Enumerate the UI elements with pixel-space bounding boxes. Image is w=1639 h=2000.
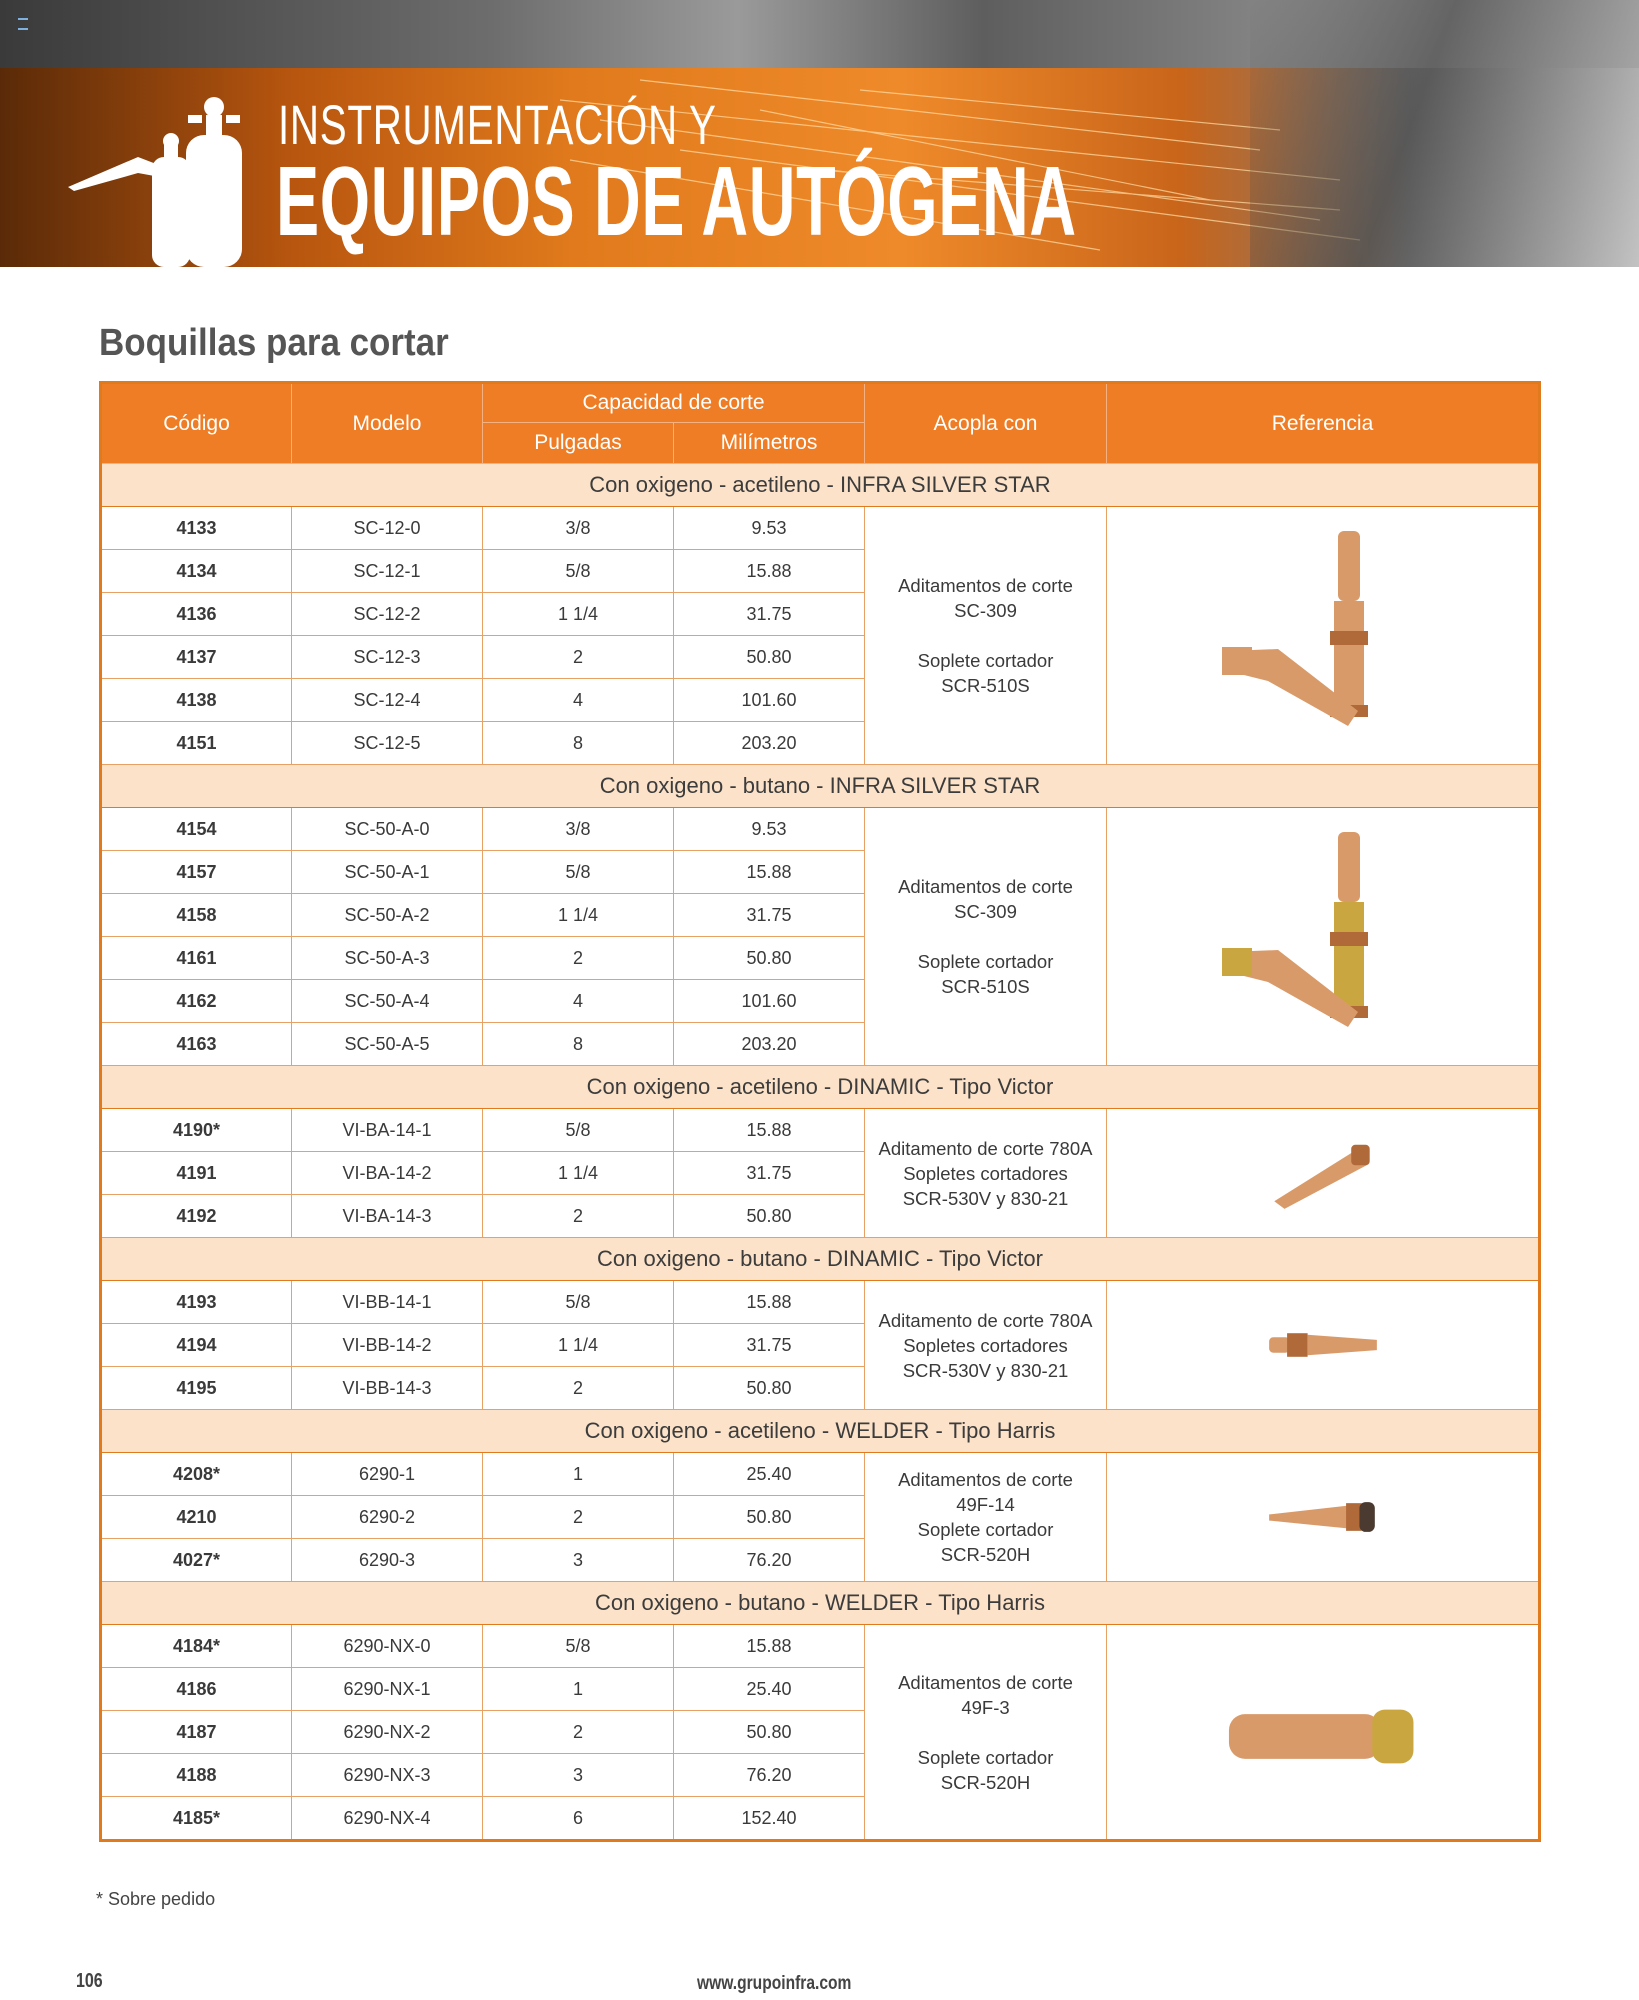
cell-codigo: 4157 bbox=[101, 851, 292, 894]
cell-modelo: 6290-2 bbox=[292, 1496, 483, 1539]
cell-pulgadas: 1 bbox=[483, 1668, 674, 1711]
cell-acopla-con bbox=[865, 1109, 1107, 1238]
cell-modelo: SC-12-3 bbox=[292, 636, 483, 679]
table-body bbox=[101, 464, 1540, 1841]
cell-pulgadas: 4 bbox=[483, 980, 674, 1023]
cell-codigo: 4186 bbox=[101, 1668, 292, 1711]
acopla-line: Soplete cortador bbox=[917, 951, 1054, 972]
acopla-line: Soplete cortador bbox=[917, 650, 1054, 671]
nozzle-table-wrapper bbox=[99, 381, 1538, 1842]
header-referencia: Referencia bbox=[1107, 383, 1540, 464]
acopla-line: Aditamentos de corte bbox=[898, 1469, 1073, 1490]
cell-milimetros: 31.75 bbox=[674, 894, 865, 937]
cell-codigo: 4208* bbox=[101, 1453, 292, 1496]
cell-pulgadas: 3 bbox=[483, 1754, 674, 1797]
acopla-line: SCR-510S bbox=[941, 675, 1030, 696]
cell-modelo: VI-BA-14-2 bbox=[292, 1152, 483, 1195]
cell-codigo: 4184* bbox=[101, 1625, 292, 1668]
group-title: Con oxigeno - butano - WELDER - Tipo Harris bbox=[101, 1582, 1540, 1625]
cell-milimetros: 50.80 bbox=[674, 1195, 865, 1238]
cutting-nozzle-icon bbox=[1208, 822, 1438, 1052]
cell-codigo: 4161 bbox=[101, 937, 292, 980]
cell-codigo: 4193 bbox=[101, 1281, 292, 1324]
group-header-row bbox=[101, 1066, 1540, 1109]
header-pulgadas: Pulgadas bbox=[483, 423, 674, 464]
cell-pulgadas: 1 bbox=[483, 1453, 674, 1496]
cell-modelo: SC-12-4 bbox=[292, 679, 483, 722]
nozzle-table bbox=[99, 381, 1541, 1842]
cell-codigo: 4133 bbox=[101, 507, 292, 550]
cell-milimetros: 25.40 bbox=[674, 1668, 865, 1711]
cell-codigo: 4188 bbox=[101, 1754, 292, 1797]
acopla-line: 49F-3 bbox=[961, 1696, 1010, 1718]
cell-pulgadas: 3 bbox=[483, 1539, 674, 1582]
acopla-line bbox=[865, 623, 1106, 648]
table-header-row bbox=[101, 383, 1540, 423]
cell-pulgadas: 5/8 bbox=[483, 550, 674, 593]
cell-modelo: SC-50-A-5 bbox=[292, 1023, 483, 1066]
cell-milimetros: 15.88 bbox=[674, 851, 865, 894]
group-header-row bbox=[101, 464, 1540, 507]
cutting-nozzle-icon bbox=[1208, 521, 1438, 751]
cell-milimetros: 31.75 bbox=[674, 593, 865, 636]
acopla-line: Soplete cortador bbox=[917, 1519, 1054, 1540]
cell-modelo: SC-12-1 bbox=[292, 550, 483, 593]
cell-modelo: 6290-3 bbox=[292, 1539, 483, 1582]
cell-pulgadas: 2 bbox=[483, 1496, 674, 1539]
acopla-line: Sopletes cortadores bbox=[903, 1162, 1068, 1184]
cell-milimetros: 50.80 bbox=[674, 937, 865, 980]
cell-modelo: SC-50-A-4 bbox=[292, 980, 483, 1023]
header-milimetros: Milímetros bbox=[674, 423, 865, 464]
cell-modelo: 6290-NX-4 bbox=[292, 1797, 483, 1841]
table-row bbox=[101, 1625, 1540, 1668]
cell-pulgadas: 1 1/4 bbox=[483, 593, 674, 636]
cell-milimetros: 101.60 bbox=[674, 980, 865, 1023]
cell-modelo: 6290-NX-3 bbox=[292, 1754, 483, 1797]
cell-milimetros: 50.80 bbox=[674, 1711, 865, 1754]
group-title: Con oxigeno - acetileno - INFRA SILVER STAR bbox=[101, 464, 1540, 507]
cell-milimetros: 76.20 bbox=[674, 1539, 865, 1582]
cell-codigo: 4027* bbox=[101, 1539, 292, 1582]
cell-codigo: 4192 bbox=[101, 1195, 292, 1238]
cell-modelo: VI-BB-14-1 bbox=[292, 1281, 483, 1324]
acopla-line: Sopletes cortadores bbox=[903, 1334, 1068, 1356]
menu-icon[interactable] bbox=[18, 18, 28, 30]
cell-pulgadas: 8 bbox=[483, 1023, 674, 1066]
cell-milimetros: 203.20 bbox=[674, 722, 865, 765]
cell-modelo: VI-BB-14-3 bbox=[292, 1367, 483, 1410]
acopla-line bbox=[865, 1720, 1106, 1745]
cell-pulgadas: 2 bbox=[483, 1711, 674, 1754]
cell-pulgadas: 4 bbox=[483, 679, 674, 722]
cell-modelo: SC-50-A-0 bbox=[292, 808, 483, 851]
cell-codigo: 4154 bbox=[101, 808, 292, 851]
cell-codigo: 4137 bbox=[101, 636, 292, 679]
cell-modelo: SC-50-A-3 bbox=[292, 937, 483, 980]
cell-codigo: 4195 bbox=[101, 1367, 292, 1410]
cell-referencia bbox=[1107, 1453, 1540, 1582]
cell-milimetros: 50.80 bbox=[674, 1367, 865, 1410]
cell-modelo: VI-BB-14-2 bbox=[292, 1324, 483, 1367]
cell-pulgadas: 5/8 bbox=[483, 1109, 674, 1152]
cell-modelo: 6290-1 bbox=[292, 1453, 483, 1496]
header-modelo: Modelo bbox=[292, 383, 483, 464]
banner-metal-shade bbox=[1250, 0, 1639, 267]
acopla-line: Aditamentos de corte bbox=[898, 1671, 1073, 1693]
cell-codigo: 4151 bbox=[101, 722, 292, 765]
cell-codigo: 4194 bbox=[101, 1324, 292, 1367]
cell-milimetros: 50.80 bbox=[674, 1496, 865, 1539]
banner-title: EQUIPOS DE AUTÓGENA bbox=[276, 146, 1077, 256]
cell-pulgadas: 5/8 bbox=[483, 851, 674, 894]
acopla-line: Soplete cortador bbox=[917, 1746, 1054, 1768]
cell-milimetros: 203.20 bbox=[674, 1023, 865, 1066]
cell-codigo: 4138 bbox=[101, 679, 292, 722]
group-title: Con oxigeno - acetileno - DINAMIC - Tipo Victor bbox=[101, 1066, 1540, 1109]
cell-modelo: SC-12-0 bbox=[292, 507, 483, 550]
cell-modelo: SC-50-A-2 bbox=[292, 894, 483, 937]
cell-milimetros: 76.20 bbox=[674, 1754, 865, 1797]
acopla-line: Aditamentos de corte bbox=[898, 876, 1073, 897]
cell-pulgadas: 1 1/4 bbox=[483, 894, 674, 937]
group-header-row bbox=[101, 765, 1540, 808]
cell-milimetros: 9.53 bbox=[674, 507, 865, 550]
acopla-line bbox=[865, 924, 1106, 949]
cell-milimetros: 15.88 bbox=[674, 1109, 865, 1152]
cutting-nozzle-icon bbox=[1208, 1286, 1438, 1404]
cutting-nozzle-icon bbox=[1208, 1114, 1438, 1232]
cell-milimetros: 15.88 bbox=[674, 1625, 865, 1668]
cell-acopla-con bbox=[865, 1281, 1107, 1410]
cell-milimetros: 15.88 bbox=[674, 550, 865, 593]
cell-milimetros: 31.75 bbox=[674, 1152, 865, 1195]
cell-modelo: 6290-NX-2 bbox=[292, 1711, 483, 1754]
group-header-row bbox=[101, 1238, 1540, 1281]
cell-codigo: 4190* bbox=[101, 1109, 292, 1152]
cell-pulgadas: 2 bbox=[483, 1195, 674, 1238]
footnote: * Sobre pedido bbox=[96, 1889, 216, 1909]
banner-subtitle: INSTRUMENTACIÓN Y bbox=[278, 93, 717, 156]
header-codigo: Código bbox=[101, 383, 292, 464]
cell-referencia bbox=[1107, 1109, 1540, 1238]
page-number: 106 bbox=[76, 1970, 103, 1992]
cell-acopla-con bbox=[865, 808, 1107, 1066]
cell-codigo: 4158 bbox=[101, 894, 292, 937]
cell-pulgadas: 6 bbox=[483, 1797, 674, 1841]
cell-milimetros: 31.75 bbox=[674, 1324, 865, 1367]
cutting-nozzle-icon bbox=[1208, 1458, 1438, 1576]
group-title: Con oxigeno - butano - INFRA SILVER STAR bbox=[101, 765, 1540, 808]
cell-pulgadas: 1 1/4 bbox=[483, 1324, 674, 1367]
table-row bbox=[101, 507, 1540, 550]
header-capacidad: Capacidad de corte bbox=[483, 383, 865, 423]
acopla-line: SCR-520H bbox=[940, 1771, 1031, 1793]
header-banner bbox=[0, 0, 1639, 267]
group-header-row bbox=[101, 1410, 1540, 1453]
cell-pulgadas: 2 bbox=[483, 636, 674, 679]
website-link[interactable]: www.grupoinfra.com bbox=[697, 1973, 852, 1994]
cell-codigo: 4187 bbox=[101, 1711, 292, 1754]
cell-codigo: 4191 bbox=[101, 1152, 292, 1195]
group-title: Con oxigeno - acetileno - WELDER - Tipo Harris bbox=[101, 1410, 1540, 1453]
cell-referencia bbox=[1107, 808, 1540, 1066]
cell-codigo: 4185* bbox=[101, 1797, 292, 1841]
cell-referencia bbox=[1107, 1281, 1540, 1410]
cell-codigo: 4210 bbox=[101, 1496, 292, 1539]
cell-milimetros: 50.80 bbox=[674, 636, 865, 679]
acopla-line: SCR-510S bbox=[941, 976, 1030, 997]
cell-pulgadas: 3/8 bbox=[483, 808, 674, 851]
table-row bbox=[101, 1453, 1540, 1496]
acopla-line: Aditamentos de corte bbox=[898, 575, 1073, 596]
cell-referencia bbox=[1107, 1625, 1540, 1841]
cell-pulgadas: 5/8 bbox=[483, 1625, 674, 1668]
cell-pulgadas: 8 bbox=[483, 722, 674, 765]
acopla-line: 49F-14 bbox=[956, 1494, 1015, 1515]
cell-modelo: 6290-NX-0 bbox=[292, 1625, 483, 1668]
group-title: Con oxigeno - butano - DINAMIC - Tipo Victor bbox=[101, 1238, 1540, 1281]
acopla-line: SCR-530V y 830-21 bbox=[902, 1359, 1069, 1381]
table-row bbox=[101, 808, 1540, 851]
oxyacetylene-torch-icon bbox=[68, 95, 258, 267]
cell-codigo: 4134 bbox=[101, 550, 292, 593]
acopla-line: SC-309 bbox=[954, 901, 1017, 922]
cell-modelo: SC-50-A-1 bbox=[292, 851, 483, 894]
cell-modelo: SC-12-5 bbox=[292, 722, 483, 765]
cell-pulgadas: 5/8 bbox=[483, 1281, 674, 1324]
acopla-line: SCR-530V y 830-21 bbox=[902, 1187, 1069, 1209]
cell-codigo: 4163 bbox=[101, 1023, 292, 1066]
cell-milimetros: 101.60 bbox=[674, 679, 865, 722]
cell-milimetros: 152.40 bbox=[674, 1797, 865, 1841]
cell-modelo: 6290-NX-1 bbox=[292, 1668, 483, 1711]
table-row bbox=[101, 1281, 1540, 1324]
acopla-line: SC-309 bbox=[954, 600, 1017, 621]
cell-codigo: 4162 bbox=[101, 980, 292, 1023]
cell-acopla-con bbox=[865, 1453, 1107, 1582]
cell-pulgadas: 1 1/4 bbox=[483, 1152, 674, 1195]
cell-pulgadas: 2 bbox=[483, 937, 674, 980]
cell-codigo: 4136 bbox=[101, 593, 292, 636]
cell-modelo: SC-12-2 bbox=[292, 593, 483, 636]
cell-pulgadas: 3/8 bbox=[483, 507, 674, 550]
cell-modelo: VI-BA-14-3 bbox=[292, 1195, 483, 1238]
group-header-row bbox=[101, 1582, 1540, 1625]
table-row bbox=[101, 1109, 1540, 1152]
cell-acopla-con bbox=[865, 1625, 1107, 1841]
acopla-line: Aditamento de corte 780A bbox=[878, 1309, 1093, 1331]
acopla-line: SCR-520H bbox=[940, 1544, 1031, 1565]
cell-pulgadas: 2 bbox=[483, 1367, 674, 1410]
cell-referencia bbox=[1107, 507, 1540, 765]
cell-milimetros: 9.53 bbox=[674, 808, 865, 851]
cell-milimetros: 15.88 bbox=[674, 1281, 865, 1324]
acopla-line: Aditamento de corte 780A bbox=[878, 1137, 1093, 1159]
cell-milimetros: 25.40 bbox=[674, 1453, 865, 1496]
cutting-nozzle-icon bbox=[1208, 1629, 1438, 1835]
section-title: Boquillas para cortar bbox=[99, 322, 449, 364]
header-acopla: Acopla con bbox=[865, 383, 1107, 464]
cell-acopla-con bbox=[865, 507, 1107, 765]
cell-modelo: VI-BA-14-1 bbox=[292, 1109, 483, 1152]
